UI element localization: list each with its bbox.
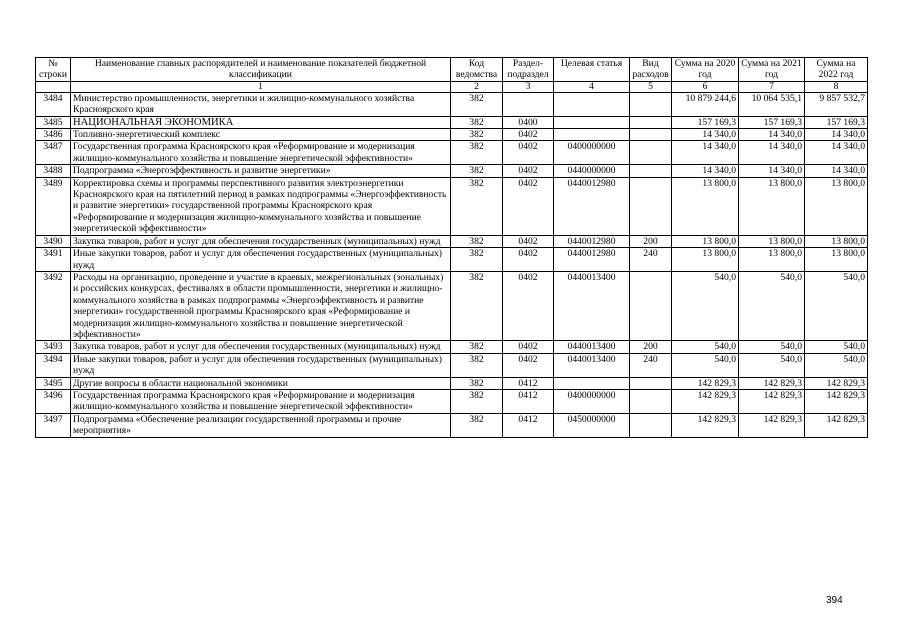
row-section: 0412 [503, 389, 554, 413]
row-target: 0440013400 [554, 341, 630, 353]
row-target: 0440013400 [554, 271, 630, 340]
table-row [36, 235, 868, 247]
row-name: НАЦИОНАЛЬНАЯ ЭКОНОМИКА [71, 116, 451, 128]
row-sum-2021: 540,0 [739, 341, 805, 353]
column-index [36, 81, 71, 92]
header-sum-2021: Сумма на 2021 год [739, 58, 805, 82]
header-sum-2022: Сумма на 2022 год [805, 58, 868, 82]
row-sum-2020: 13 800,0 [672, 248, 739, 272]
row-sum-2020: 14 340,0 [672, 141, 739, 165]
row-code: 382 [451, 116, 503, 128]
table-row [36, 353, 868, 377]
row-number: 3496 [36, 389, 71, 413]
table-row [36, 248, 868, 272]
row-sum-2021: 14 340,0 [739, 141, 805, 165]
row-name: Корректировка схемы и программы перспективного развития электроэнергетики Красноярского края на пятилетний период в рамках подпрограммы «Энергоэффективность и развитие энергетики» государственной программы Красноярского края «Реформирование и модернизация жилищно-коммунального хозяйства и повышение энергетической эффективности» [71, 177, 451, 235]
row-sum-2020: 10 879 244,6 [672, 92, 739, 116]
row-sum-2020: 142 829,3 [672, 413, 739, 437]
row-number: 3485 [36, 116, 71, 128]
row-type [630, 389, 672, 413]
budget-table [35, 57, 868, 438]
table-row [36, 177, 868, 235]
row-code: 382 [451, 353, 503, 377]
row-number: 3491 [36, 248, 71, 272]
row-sum-2021: 540,0 [739, 271, 805, 340]
row-section: 0402 [503, 165, 554, 177]
row-sum-2020: 142 829,3 [672, 377, 739, 389]
header-target: Целевая статья [554, 58, 630, 82]
row-section: 0402 [503, 129, 554, 141]
row-sum-2022: 142 829,3 [805, 377, 868, 389]
row-target: 0450000000 [554, 413, 630, 437]
row-type [630, 129, 672, 141]
column-index: 2 [451, 81, 503, 92]
row-code: 382 [451, 92, 503, 116]
row-type [630, 141, 672, 165]
row-name: Государственная программа Красноярского края «Реформирование и модернизация жилищно-коммунального хозяйства и повышение энергетической эффективности» [71, 141, 451, 165]
row-sum-2021: 142 829,3 [739, 389, 805, 413]
header-row [36, 58, 868, 82]
row-name: Другие вопросы в области национальной экономики [71, 377, 451, 389]
row-sum-2021: 13 800,0 [739, 177, 805, 235]
column-index: 3 [503, 81, 554, 92]
row-code: 382 [451, 271, 503, 340]
row-target: 0400000000 [554, 389, 630, 413]
row-section: 0412 [503, 413, 554, 437]
row-section: 0412 [503, 377, 554, 389]
row-type: 240 [630, 248, 672, 272]
table-row [36, 271, 868, 340]
row-name: Топливно-энергетический комплекс [71, 129, 451, 141]
row-code: 382 [451, 177, 503, 235]
column-index: 8 [805, 81, 868, 92]
row-sum-2020: 14 340,0 [672, 129, 739, 141]
row-section: 0402 [503, 235, 554, 247]
row-target [554, 92, 630, 116]
table-row [36, 129, 868, 141]
column-index-row [36, 81, 868, 92]
row-section: 0402 [503, 177, 554, 235]
row-code: 382 [451, 235, 503, 247]
header-name: Наименование главных распорядителей и наименование показателей бюджетной классификации [71, 58, 451, 82]
row-sum-2020: 14 340,0 [672, 165, 739, 177]
row-sum-2022: 13 800,0 [805, 248, 868, 272]
row-name: Подпрограмма «Энергоэффективность и развитие энергетики» [71, 165, 451, 177]
row-number: 3484 [36, 92, 71, 116]
column-index: 5 [630, 81, 672, 92]
row-sum-2022: 540,0 [805, 341, 868, 353]
row-name: Закупка товаров, работ и услуг для обеспечения государственных (муниципальных) нужд [71, 235, 451, 247]
row-sum-2021: 540,0 [739, 353, 805, 377]
row-target: 0440013400 [554, 353, 630, 377]
row-section: 0402 [503, 271, 554, 340]
row-sum-2021: 10 064 535,1 [739, 92, 805, 116]
row-number: 3486 [36, 129, 71, 141]
row-sum-2022: 142 829,3 [805, 413, 868, 437]
row-code: 382 [451, 389, 503, 413]
row-type: 200 [630, 341, 672, 353]
row-sum-2021: 13 800,0 [739, 248, 805, 272]
row-sum-2022: 142 829,3 [805, 389, 868, 413]
row-number: 3495 [36, 377, 71, 389]
row-target [554, 377, 630, 389]
table-row [36, 92, 868, 116]
header-type: Вид расходов [630, 58, 672, 82]
row-sum-2020: 157 169,3 [672, 116, 739, 128]
row-section: 0402 [503, 141, 554, 165]
row-sum-2022: 14 340,0 [805, 141, 868, 165]
row-sum-2022: 157 169,3 [805, 116, 868, 128]
header-sum-2020: Сумма на 2020 год [672, 58, 739, 82]
row-number: 3490 [36, 235, 71, 247]
row-target: 0400000000 [554, 141, 630, 165]
row-sum-2021: 13 800,0 [739, 235, 805, 247]
row-number: 3497 [36, 413, 71, 437]
row-section: 0400 [503, 116, 554, 128]
table-row [36, 116, 868, 128]
row-target: 0440012980 [554, 235, 630, 247]
row-target: 0440012980 [554, 248, 630, 272]
row-sum-2020: 142 829,3 [672, 389, 739, 413]
row-sum-2022: 14 340,0 [805, 129, 868, 141]
table-row [36, 413, 868, 437]
row-sum-2020: 540,0 [672, 353, 739, 377]
header-num: № строки [36, 58, 71, 82]
row-type [630, 177, 672, 235]
row-sum-2022: 540,0 [805, 353, 868, 377]
row-sum-2020: 13 800,0 [672, 177, 739, 235]
row-sum-2021: 14 340,0 [739, 165, 805, 177]
row-code: 382 [451, 165, 503, 177]
row-type [630, 413, 672, 437]
row-sum-2021: 157 169,3 [739, 116, 805, 128]
row-code: 382 [451, 129, 503, 141]
row-name: Расходы на организацию, проведение и участие в краевых, межрегиональных (зональных) и российских конкурсах, фестивалях в области промышленности, энергетики и жилищно-коммунального хозяйства в рамках подпрограммы «Энергоэффективность и развитие энергетики» государственной программы Красноярского края «Реформирование и модернизация жилищно-коммунального хозяйства и повышение энергетической эффективности» [71, 271, 451, 340]
table-row [36, 165, 868, 177]
row-number: 3488 [36, 165, 71, 177]
row-code: 382 [451, 413, 503, 437]
row-code: 382 [451, 141, 503, 165]
row-sum-2020: 13 800,0 [672, 235, 739, 247]
row-number: 3493 [36, 341, 71, 353]
page-number: 394 [826, 595, 843, 606]
row-name: Иные закупки товаров, работ и услуг для обеспечения государственных (муниципальных) нужд [71, 248, 451, 272]
row-section: 0402 [503, 341, 554, 353]
row-name: Закупка товаров, работ и услуг для обеспечения государственных (муниципальных) нужд [71, 341, 451, 353]
table-row [36, 377, 868, 389]
row-name: Иные закупки товаров, работ и услуг для обеспечения государственных (муниципальных) нужд [71, 353, 451, 377]
column-index: 6 [672, 81, 739, 92]
row-number: 3489 [36, 177, 71, 235]
row-type [630, 377, 672, 389]
row-type [630, 116, 672, 128]
row-section: 0402 [503, 353, 554, 377]
table-row [36, 141, 868, 165]
row-sum-2020: 540,0 [672, 271, 739, 340]
row-name: Министерство промышленности, энергетики и жилищно-коммунального хозяйства Красноярского края [71, 92, 451, 116]
column-index: 1 [71, 81, 451, 92]
header-section: Раздел-подраздел [503, 58, 554, 82]
row-number: 3494 [36, 353, 71, 377]
row-sum-2022: 14 340,0 [805, 165, 868, 177]
column-index: 7 [739, 81, 805, 92]
row-number: 3492 [36, 271, 71, 340]
header-code: Код ведомства [451, 58, 503, 82]
row-sum-2022: 9 857 532,7 [805, 92, 868, 116]
table-row [36, 341, 868, 353]
row-type: 200 [630, 235, 672, 247]
row-code: 382 [451, 341, 503, 353]
row-target [554, 116, 630, 128]
row-sum-2020: 540,0 [672, 341, 739, 353]
row-sum-2022: 13 800,0 [805, 177, 868, 235]
row-section: 0402 [503, 248, 554, 272]
row-type [630, 271, 672, 340]
row-sum-2021: 142 829,3 [739, 413, 805, 437]
row-target [554, 129, 630, 141]
row-sum-2021: 142 829,3 [739, 377, 805, 389]
row-section [503, 92, 554, 116]
row-code: 382 [451, 377, 503, 389]
row-code: 382 [451, 248, 503, 272]
row-name: Подпрограмма «Обеспечение реализации государственной программы и прочие мероприятия» [71, 413, 451, 437]
row-type [630, 165, 672, 177]
row-target: 0440000000 [554, 165, 630, 177]
row-number: 3487 [36, 141, 71, 165]
row-sum-2022: 540,0 [805, 271, 868, 340]
row-sum-2022: 13 800,0 [805, 235, 868, 247]
row-name: Государственная программа Красноярского края «Реформирование и модернизация жилищно-коммунального хозяйства и повышение энергетической эффективности» [71, 389, 451, 413]
row-type: 240 [630, 353, 672, 377]
row-target: 0440012980 [554, 177, 630, 235]
row-type [630, 92, 672, 116]
row-sum-2021: 14 340,0 [739, 129, 805, 141]
column-index: 4 [554, 81, 630, 92]
table-row [36, 389, 868, 413]
